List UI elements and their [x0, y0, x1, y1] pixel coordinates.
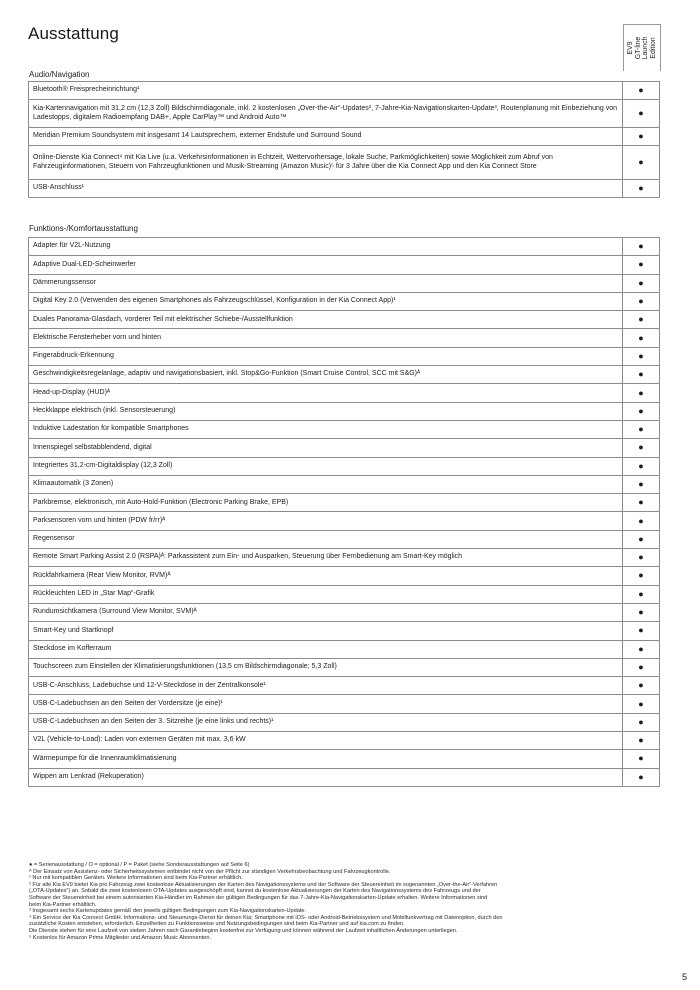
footnote-a: ᴬ Der Einsatz von Assistenz- oder Sicherheitssystemen entbindet nicht von der Pflicht zur ständigen Verkehrsbeobachtung und Fahrzeugkontrolle.	[29, 868, 391, 875]
table-row	[29, 366, 660, 384]
standard-mark: ●	[623, 128, 660, 146]
table-row	[29, 658, 660, 676]
table-row	[29, 128, 660, 146]
standard-mark: ●	[623, 457, 660, 475]
feature-label: Dämmerungssensor	[29, 274, 623, 292]
table-row	[29, 512, 660, 530]
feature-label: Smart-Key und Startknopf	[29, 622, 623, 640]
standard-mark: ●	[623, 530, 660, 548]
footnote-1: ¹ Nur mit kompatiblen Geräten. Weitere Informationen sind beim Kia-Partner erhältlich.	[29, 875, 243, 882]
feature-label: Rückleuchten LED in „Star Map“-Grafik	[29, 585, 623, 603]
feature-label: USB-C-Anschluss, Ladebuchse und 12-V-Steckdose in der Zentralkonsole¹	[29, 677, 623, 695]
standard-mark: ●	[623, 366, 660, 384]
standard-mark: ●	[623, 329, 660, 347]
feature-label: Adapter für V2L-Nutzung	[29, 238, 623, 256]
section-title-audio: Audio/Navigation	[29, 70, 90, 79]
table-row	[29, 329, 660, 347]
standard-mark: ●	[623, 347, 660, 365]
standard-mark: ●	[623, 475, 660, 493]
feature-label: Bluetooth® Freisprecheinrichtung¹	[29, 82, 623, 100]
page-number: 5	[682, 972, 688, 982]
standard-mark: ●	[623, 640, 660, 658]
feature-label: Rundumsichtkamera (Surround View Monitor, SVM)ᴬ	[29, 603, 623, 621]
standard-mark: ●	[623, 549, 660, 567]
standard-mark: ●	[623, 439, 660, 457]
table-row	[29, 82, 660, 100]
feature-label: Kia-Kartennavigation mit 31,2 cm (12,3 Zoll) Bildschirmdiagonale, inkl. 2 kostenlosen „Over-the-Air“-Updates², 7-Jahre-Kia-Navigationskarten-Update³, Routenplanung mit Einbeziehung von Ladestopps, digitalem Radioempfang DAB+, Apple CarPlay™ und Android Auto™	[29, 100, 623, 128]
footnote-2: ² Für alle Kia EV9 bietet Kia pro Fahrzeug zwei kostenlose Aktualisierungen der Karten des Navigationssystems und der Software der Steuereinheit im sogenannten „Over-the-Air“-Verfahren („OTA-Updates“) an. Sobald die zwei kostenlosen OTA-Updates ausgeschöpft sind, kannst du kostenlose Aktualisierungen der Karten des Navigationssystems des Fahrzeugs und der Software der Steuereinheit bei einem autorisierten Kia-Händler im Rahmen der gültigen Bedingungen für das 7-Jahre-Kia-Navigationskarten-Update erhalten. Weitere Informationen sind beim Kia-Partner erhältlich.	[29, 881, 498, 908]
feature-label: Head-up-Display (HUD)ᴬ	[29, 384, 623, 402]
feature-label: Integriertes 31,2-cm-Digitaldisplay (12,3 Zoll)	[29, 457, 623, 475]
model-column-header	[623, 24, 661, 71]
standard-mark: ●	[623, 603, 660, 621]
feature-label: Remote Smart Parking Assist 2.0 (RSPA)ᴬ: Parkassistent zum Ein- und Ausparken, Steuerung über Fernbedienung am Smart-Key möglich	[29, 549, 623, 567]
feature-label: Parkbremse, elektronisch, mit Auto-Hold-Funktion (Electronic Parking Brake, EPB)	[29, 494, 623, 512]
standard-mark: ●	[623, 402, 660, 420]
feature-label: Elektrische Fensterheber vorn und hinten	[29, 329, 623, 347]
standard-mark: ●	[623, 750, 660, 768]
standard-mark: ●	[623, 180, 660, 198]
feature-label: Duales Panorama-Glasdach, vorderer Teil mit elektrischer Schiebe-/Ausstellfunktion	[29, 311, 623, 329]
standard-mark: ●	[623, 512, 660, 530]
table-row	[29, 402, 660, 420]
feature-label: Touchscreen zum Einstellen der Klimatisierungsfunktionen (13,5 cm Bildschirmdiagonale; 5,3 Zoll)	[29, 658, 623, 676]
standard-mark: ●	[623, 420, 660, 438]
footnote-5: ⁵ Kostenlos für Amazon Prime Mitglieder und Amazon Music Abonnenten.	[29, 934, 212, 941]
feature-label: USB-Anschluss¹	[29, 180, 623, 198]
standard-mark: ●	[623, 311, 660, 329]
table-row	[29, 585, 660, 603]
comfort-features-table	[28, 237, 660, 787]
table-row	[29, 677, 660, 695]
table-row	[29, 420, 660, 438]
feature-label: USB-C-Ladebuchsen an den Seiten der 3. Sitzreihe (je eine links und rechts)¹	[29, 713, 623, 731]
footnote-legend: ● = Serienausstattung / O = optional / P = Paket (siehe Sonderausstattungen auf Seite 6)	[29, 862, 250, 868]
standard-mark: ●	[623, 585, 660, 603]
standard-mark: ●	[623, 713, 660, 731]
table-row	[29, 256, 660, 274]
table-row	[29, 311, 660, 329]
table-row	[29, 640, 660, 658]
table-row	[29, 475, 660, 493]
standard-mark: ●	[623, 256, 660, 274]
standard-mark: ●	[623, 622, 660, 640]
standard-mark: ●	[623, 732, 660, 750]
model-label: EV9 GT-line Launch Edition	[627, 36, 657, 60]
feature-label: Wippen am Lenkrad (Rekuperation)	[29, 768, 623, 786]
standard-mark: ●	[623, 658, 660, 676]
table-row	[29, 732, 660, 750]
feature-label: Rückfahrkamera (Rear View Monitor, RVM)ᴬ	[29, 567, 623, 585]
feature-label: V2L (Vehicle-to-Load): Laden von externen Geräten mit max. 3,6 kW	[29, 732, 623, 750]
standard-mark: ●	[623, 567, 660, 585]
feature-label: Fingerabdruck-Erkennung	[29, 347, 623, 365]
feature-label: Steckdose im Kofferraum	[29, 640, 623, 658]
table-row	[29, 567, 660, 585]
page-title: Ausstattung	[28, 24, 119, 43]
feature-label: Heckklappe elektrisch (inkl. Sensorsteuerung)	[29, 402, 623, 420]
standard-mark: ●	[623, 100, 660, 128]
feature-label: USB-C-Ladebuchsen an den Seiten der Vordersitze (je eine)¹	[29, 695, 623, 713]
table-row	[29, 549, 660, 567]
table-row	[29, 768, 660, 786]
feature-label: Online-Dienste Kia Connect⁴ mit Kia Live (u.a. Verkehrsinformationen in Echtzeit, Wettervorhersage, lokale Suche, Parkmöglichkeiten) sowie Möglichkeit zum Abruf von Fahrzeuginformationen, Steuern von Fahrzeugfunktionen und Musik-Streaming (Amazon Music)⁵ für 3 Jahre über die Kia Connect App und den Kia Connect Store	[29, 146, 623, 180]
standard-mark: ●	[623, 274, 660, 292]
audio-navigation-table	[28, 81, 660, 198]
table-row	[29, 100, 660, 128]
table-row	[29, 457, 660, 475]
table-row	[29, 695, 660, 713]
footnotes	[29, 862, 659, 941]
footnote-4: ⁴ Ein Service der Kia Connect GmbH. Informations- und Steuerungs-Dienst für deinen Kia; Smartphone mit iOS- oder Android-Betriebssystem und Mobilfunkvertrag mit Datenoption, durch den zusätzliche Kosten entstehen, erforderlich. Einzelheiten zu Funktionsweise und Nutzungsbedingungen sind beim Kia-Partner und auf kia.com zu finden. Die Dienste stehen für eine Laufzeit von sieben Jahren nach Garantiebeginn kostenfrei zur Verfügung und können während der Laufzeit inhaltlichen Änderungen unterliegen.	[29, 914, 503, 934]
table-row	[29, 292, 660, 310]
table-row	[29, 146, 660, 180]
feature-label: Regensensor	[29, 530, 623, 548]
footnote-3: ³ Insgesamt sechs Kartenupdates gemäß den jeweils gültigen Bedingungen zum Kia-Navigationskarten-Update.	[29, 908, 307, 915]
feature-label: Adaptive Dual-LED-Scheinwerfer	[29, 256, 623, 274]
table-row	[29, 713, 660, 731]
feature-label: Digital Key 2.0 (Verwenden des eigenen Smartphones als Fahrzeugschlüssel, Konfiguration in der Kia Connect App)¹	[29, 292, 623, 310]
standard-mark: ●	[623, 677, 660, 695]
table-row	[29, 530, 660, 548]
feature-label: Klimaautomatik (3 Zonen)	[29, 475, 623, 493]
feature-label: Parksensoren vorn und hinten (PDW fr/rr)ᴬ	[29, 512, 623, 530]
table-row	[29, 750, 660, 768]
table-row	[29, 238, 660, 256]
feature-label: Meridian Premium Soundsystem mit insgesamt 14 Lautsprechern, externer Endstufe und Surround Sound	[29, 128, 623, 146]
standard-mark: ●	[623, 292, 660, 310]
standard-mark: ●	[623, 494, 660, 512]
standard-mark: ●	[623, 695, 660, 713]
table-row	[29, 622, 660, 640]
feature-label: Wärmepumpe für die Innenraumklimatisierung	[29, 750, 623, 768]
standard-mark: ●	[623, 768, 660, 786]
table-row	[29, 603, 660, 621]
table-row	[29, 494, 660, 512]
standard-mark: ●	[623, 146, 660, 180]
feature-label: Induktive Ladestation für kompatible Smartphones	[29, 420, 623, 438]
feature-label: Geschwindigkeitsregelanlage, adaptiv und navigationsbasiert, inkl. Stop&Go-Funktion (Smart Cruise Control, SCC mit S&G)ᴬ	[29, 366, 623, 384]
table-row	[29, 384, 660, 402]
standard-mark: ●	[623, 82, 660, 100]
section-title-comfort: Funktions-/Komfortausstattung	[29, 224, 138, 233]
table-row	[29, 180, 660, 198]
table-row	[29, 439, 660, 457]
standard-mark: ●	[623, 238, 660, 256]
feature-label: Innenspiegel selbstabblendend, digital	[29, 439, 623, 457]
table-row	[29, 347, 660, 365]
table-row	[29, 274, 660, 292]
standard-mark: ●	[623, 384, 660, 402]
